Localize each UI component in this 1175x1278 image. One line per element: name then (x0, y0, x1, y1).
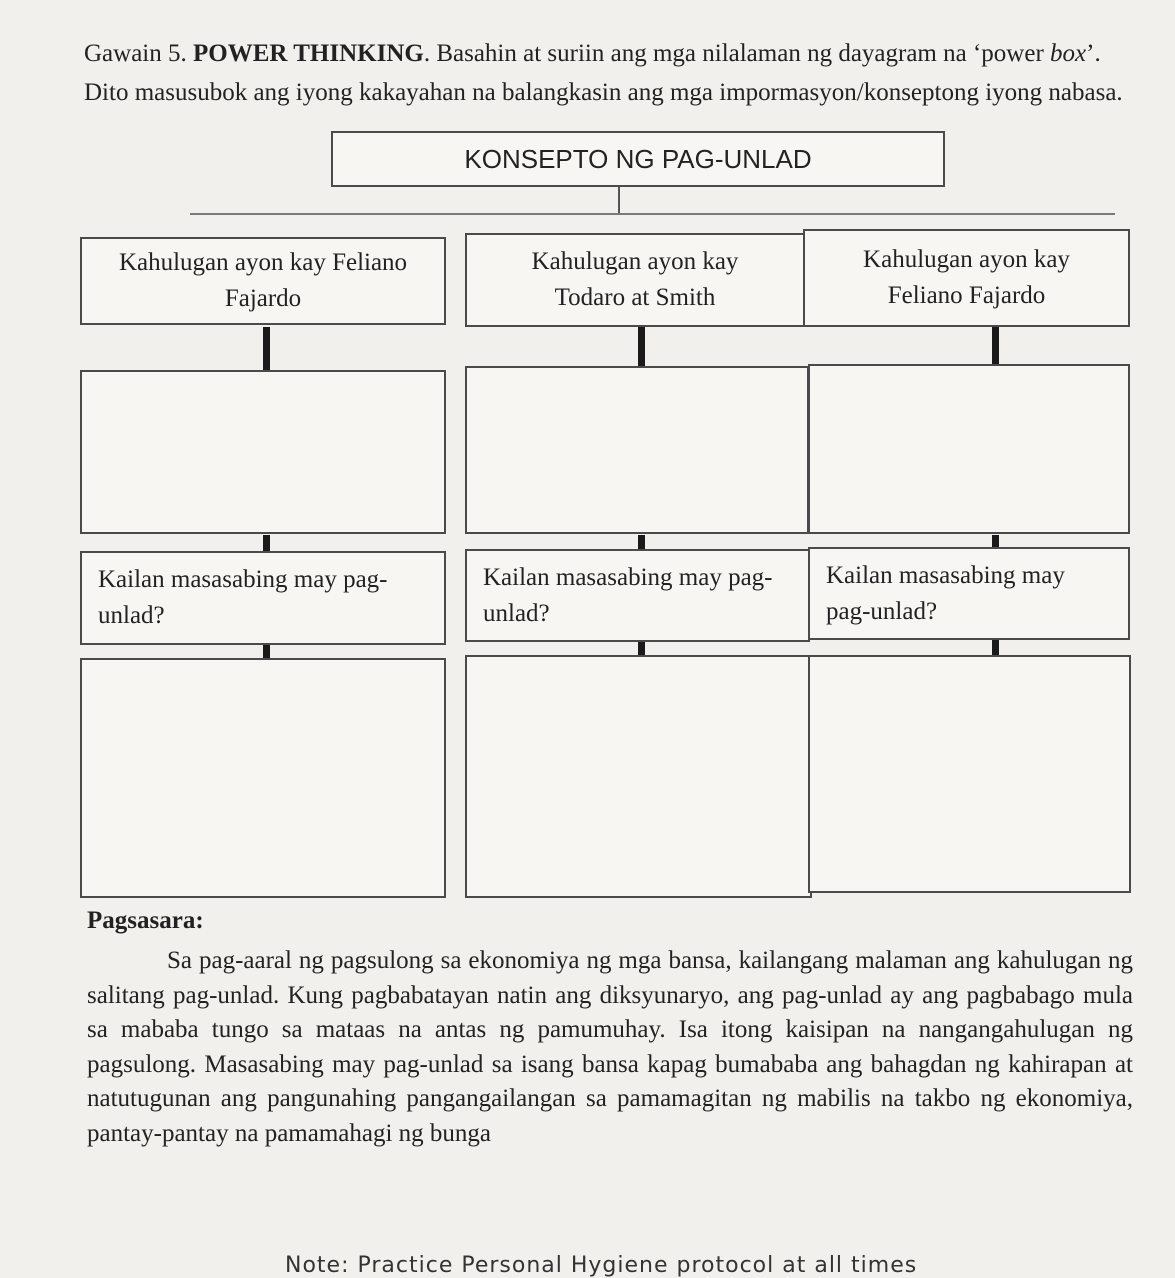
column-3-answer-box-2[interactable] (808, 655, 1131, 893)
instructions-italic: box (1050, 40, 1087, 67)
column-2-question: Kailan masasabing may pag-unlad? (483, 563, 773, 627)
column-3-question-box (808, 547, 1130, 640)
closing-paragraph: Sa pag-aaral ng pagsulong sa ekonomiya ng mga bansa, kailangang malaman ang kahulugan ng salitang pag-unlad. Kung pagbabatayan natin ang diksyunaryo, ang pag-unlad ay ang pagbabago mula sa mababa tungo sa mataas na antas ng pamumuhay. Isa itong kaisipan na nangangahulugan ng pagsulong. Masasabing may pag-unlad sa isang bansa kapag bumababa ang bahagdan ng kahirapan at natutugunan ang pangunahing pangangailangan sa pamamagitan ng mabilis na takbo ng ekonomiya, pantay-pantay na pamamahagi ng bunga (87, 947, 1133, 1147)
column-1-question: Kailan masasabing may pag-unlad? (98, 566, 388, 629)
instructions-text-2: ’. Dito masusubok ang iyong kakayahan na balangkasin ang mga impormasyon/konseptong iyong nabasa. (84, 40, 1123, 106)
column-2-heading: Kahulugan ayon kay Todaro at Smith (531, 248, 739, 311)
horizontal-connector (190, 213, 1115, 215)
column-1-heading: Kahulugan ayon kay Feliano Fajardo (118, 249, 408, 312)
column-3-heading: Kahulugan ayon kay Feliano Fajardo (863, 246, 1070, 309)
column-2-connector-1 (638, 327, 645, 367)
column-2-answer-box-2[interactable] (465, 655, 812, 898)
hygiene-note: Note: Practice Personal Hygiene protocol at all times (285, 1253, 918, 1278)
column-3-connector-3 (992, 640, 999, 656)
instructions-text-1: . Basahin at suriin ang mga nilalaman ng dayagram na ‘power (423, 40, 1051, 67)
column-3-connector-1 (992, 327, 999, 365)
column-1-answer-box-1[interactable] (80, 370, 446, 534)
column-1-connector-3 (263, 645, 270, 659)
closing-title: Pagsasara: (87, 907, 204, 934)
diagram-title-box (331, 131, 945, 187)
column-2-question-box (465, 549, 810, 642)
column-3-connector-2 (992, 535, 999, 547)
column-1-question-box (80, 551, 446, 645)
column-2-heading-box (465, 233, 805, 327)
title-connector (618, 187, 620, 215)
column-3-heading-box (803, 229, 1130, 327)
column-1-connector-1 (263, 327, 270, 371)
column-2-connector-2 (638, 535, 645, 549)
column-3-answer-box-1[interactable] (808, 364, 1130, 534)
column-2-connector-3 (638, 642, 645, 656)
column-2-answer-box-1[interactable] (465, 366, 809, 534)
activity-number: Gawain 5. (84, 40, 193, 67)
column-1-heading-box (80, 237, 446, 325)
activity-title: POWER THINKING (193, 40, 424, 67)
activity-instructions (84, 34, 1134, 112)
column-1-connector-2 (263, 535, 270, 551)
column-1-answer-box-2[interactable] (80, 658, 446, 898)
column-3-question: Kailan masasabing may pag-unlad? (826, 561, 1065, 625)
diagram-title: KONSEPTO NG PAG-UNLAD (464, 144, 812, 174)
